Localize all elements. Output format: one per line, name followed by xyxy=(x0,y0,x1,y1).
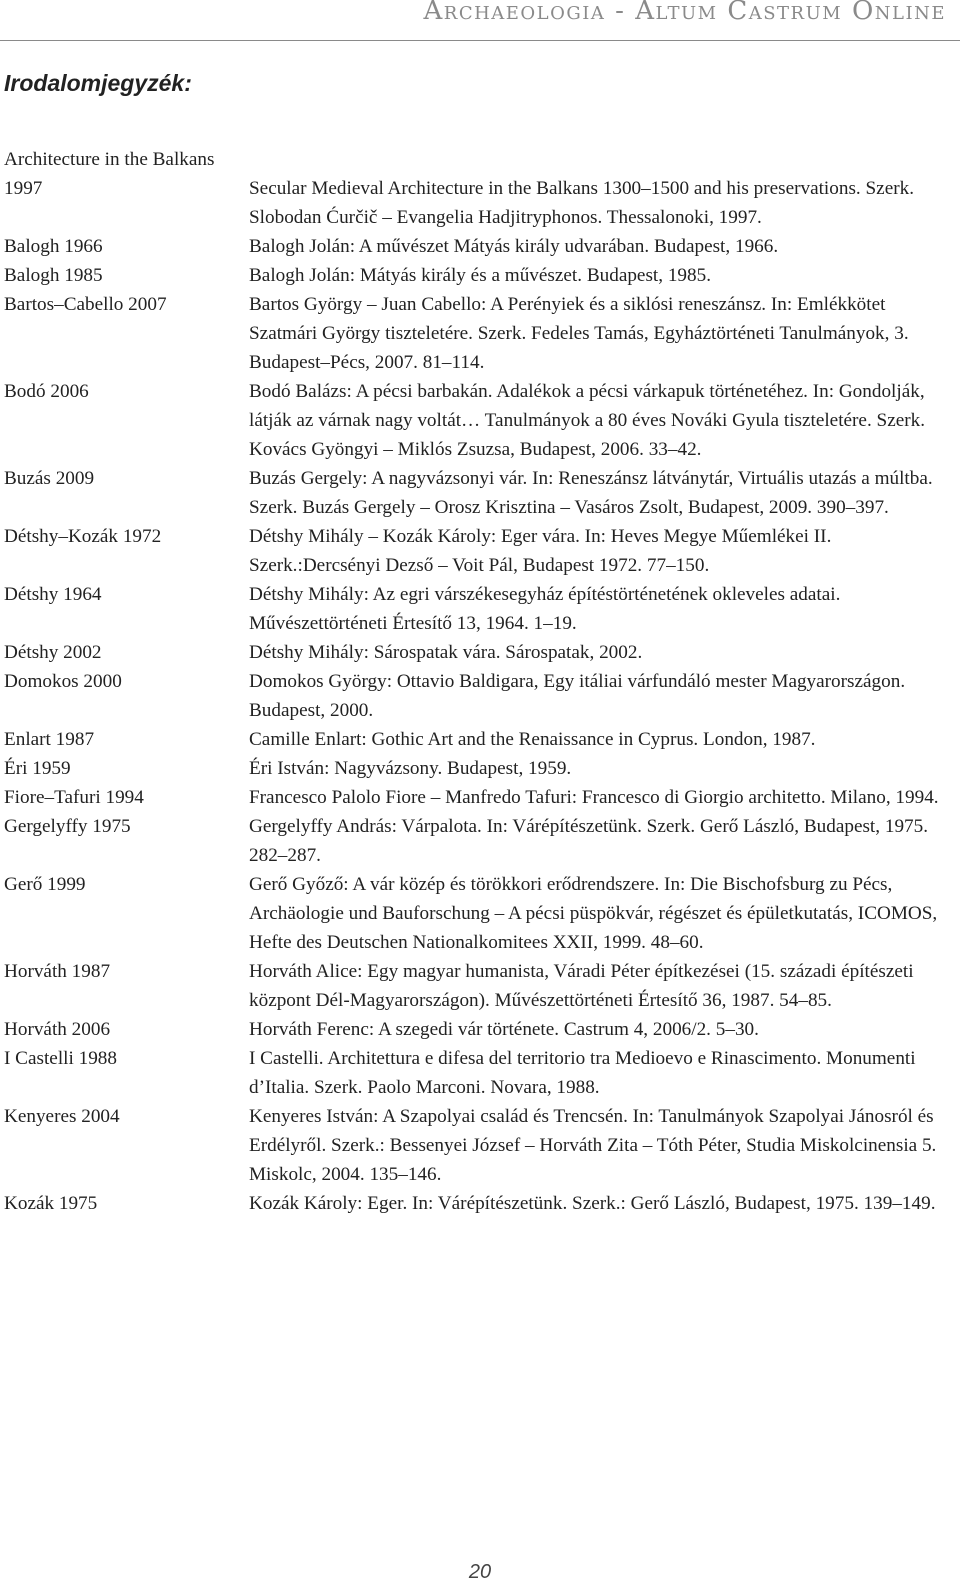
reference-text: Horváth Ferenc: A szegedi vár története. Castrum 4, 2006/2. 5–30. xyxy=(249,1019,759,1040)
reference-text: Bodó Balázs: A pécsi barbakán. Adalékok a pécsi várkapuk történetéhez. In: Gondolják, látják az várnak nagy voltát… Tanulmányok a 80 éves Nováki Gyula tiszteletére. Szerk. Kovács Gyöngyi – Miklós Zsuzsa, Budapest, 2006. 33–42. xyxy=(249,381,926,460)
reference-text: Camille Enlart: Gothic Art and the Renaissance in Cyprus. London, 1987. xyxy=(249,729,816,750)
reference-entry xyxy=(4,754,954,783)
page-number: 20 xyxy=(468,1561,492,1583)
reference-key: Détshy–Kozák 1972 xyxy=(4,526,162,547)
reference-text: Domokos György: Ottavio Baldigara, Egy itáliai várfundáló mester Magyarországon. Budapest, 2000. xyxy=(249,671,906,721)
reference-entry xyxy=(4,145,954,232)
reference-entry xyxy=(4,957,954,1015)
reference-entry xyxy=(4,638,954,667)
reference-text: Balogh Jolán: A művészet Mátyás király udvarában. Budapest, 1966. xyxy=(249,236,779,257)
reference-key: Balogh 1966 xyxy=(4,236,103,257)
reference-text: Kenyeres István: A Szapolyai család és Trencsén. In: Tanulmányok Szapolyai Jánosról és Erdélyről. Szerk.: Bessenyei József – Horváth Zita – Tóth Péter, Studia Miskolcinensia 5. Miskolc, 2004. 135–146. xyxy=(249,1106,937,1185)
reference-entry xyxy=(4,1015,954,1044)
reference-entry xyxy=(4,667,954,725)
reference-text: Détshy Mihály: Az egri várszékesegyház építéstörténetének okleveles adatai. Művészettörténeti Értesítő 13, 1964. 1–19. xyxy=(249,584,841,634)
reference-text: Balogh Jolán: Mátyás király és a művészet. Budapest, 1985. xyxy=(249,265,712,286)
reference-entry xyxy=(4,1102,954,1189)
reference-key: Kozák 1975 xyxy=(4,1193,98,1214)
reference-text: Détshy Mihály – Kozák Károly: Eger vára. In: Heves Megye Műemlékei II. Szerk.:Dercsényi Dezső – Voit Pál, Budapest 1972. 77–150. xyxy=(249,526,832,576)
reference-text: Horváth Alice: Egy magyar humanista, Váradi Péter építkezései (15. századi építészeti központ Dél-Magyarországon). Művészettörténeti Értesítő 36, 1987. 54–85. xyxy=(249,961,914,1011)
reference-entry xyxy=(4,261,954,290)
reference-entry xyxy=(4,812,954,870)
reference-entry xyxy=(4,1044,954,1102)
reference-entry xyxy=(4,377,954,464)
reference-key: Domokos 2000 xyxy=(4,671,122,692)
reference-key: Balogh 1985 xyxy=(4,265,103,286)
reference-key: Buzás 2009 xyxy=(4,468,95,489)
reference-text: Secular Medieval Architecture in the Balkans 1300–1500 and his preservations. Szerk. Slobodan Ćurčič – Evangelia Hadjitryphonos. Thessalonoki, 1997. xyxy=(249,178,914,228)
reference-key: Architecture in the Balkans 1997 xyxy=(4,149,215,199)
reference-key: Enlart 1987 xyxy=(4,729,95,750)
reference-key: Gerő 1999 xyxy=(4,874,86,895)
reference-key: Horváth 1987 xyxy=(4,961,111,982)
reference-entry xyxy=(4,580,954,638)
reference-entry xyxy=(4,232,954,261)
reference-text: Francesco Palolo Fiore – Manfredo Tafuri: Francesco di Giorgio architetto. Milano, 1994. xyxy=(249,787,939,808)
reference-key: I Castelli 1988 xyxy=(4,1048,117,1069)
reference-list xyxy=(4,145,954,1218)
reference-text: Buzás Gergely: A nagyvázsonyi vár. In: Reneszánsz látványtár, Virtuális utazás a múltba. Szerk. Buzás Gergely – Orosz Krisztina – Vasáros Zsolt, Budapest, 2009. 390–397. xyxy=(249,468,933,518)
reference-text: Bartos György – Juan Cabello: A Perényiek és a siklósi reneszánsz. In: Emlékkötet Szatmári György tiszteletére. Szerk. Fedeles Tamás, Egyháztörténeti Tanulmányok, 3. Budapest–Pécs, 2007. 81–114. xyxy=(249,294,909,373)
reference-text: Détshy Mihály: Sárospatak vára. Sárospatak, 2002. xyxy=(249,642,643,663)
reference-text: Gerő Győző: A vár közép és törökkori erődrendszere. In: Die Bischofsburg zu Pécs, Archäologie und Bauforschung – A pécsi püspökvár, régészet és épületkutatás, ICOMOS, Hefte des Deutschen Nationalkomitees XXII, 1999. 48–60. xyxy=(249,874,938,953)
reference-key: Fiore–Tafuri 1994 xyxy=(4,787,144,808)
reference-entry xyxy=(4,522,954,580)
reference-key: Éri 1959 xyxy=(4,758,71,779)
reference-text: I Castelli. Architettura e difesa del territorio tra Medioevo e Rinascimento. Monumenti d’Italia. Szerk. Paolo Marconi. Novara, 1988. xyxy=(249,1048,916,1098)
reference-entry xyxy=(4,870,954,957)
reference-entry xyxy=(4,290,954,377)
reference-entry xyxy=(4,1189,954,1218)
reference-key: Détshy 2002 xyxy=(4,642,102,663)
reference-entry xyxy=(4,783,954,812)
reference-text: Kozák Károly: Eger. In: Várépítészetünk. Szerk.: Gerő László, Budapest, 1975. 139–149. xyxy=(249,1193,936,1214)
running-title: Archaeologia - Altum Castrum Online xyxy=(423,0,946,26)
reference-key: Détshy 1964 xyxy=(4,584,102,605)
reference-key: Bartos–Cabello 2007 xyxy=(4,294,167,315)
reference-entry xyxy=(4,725,954,754)
reference-key: Horváth 2006 xyxy=(4,1019,111,1040)
reference-key: Gergelyffy 1975 xyxy=(4,816,131,837)
page-header xyxy=(0,0,960,41)
reference-key: Kenyeres 2004 xyxy=(4,1106,120,1127)
reference-text: Gergelyffy András: Várpalota. In: Várépítészetünk. Szerk. Gerő László, Budapest, 1975. 282–287. xyxy=(249,816,929,866)
reference-text: Éri István: Nagyvázsony. Budapest, 1959. xyxy=(249,758,572,779)
reference-key: Bodó 2006 xyxy=(4,381,89,402)
reference-entry xyxy=(4,464,954,522)
section-title: Irodalomjegyzék: xyxy=(4,70,192,96)
